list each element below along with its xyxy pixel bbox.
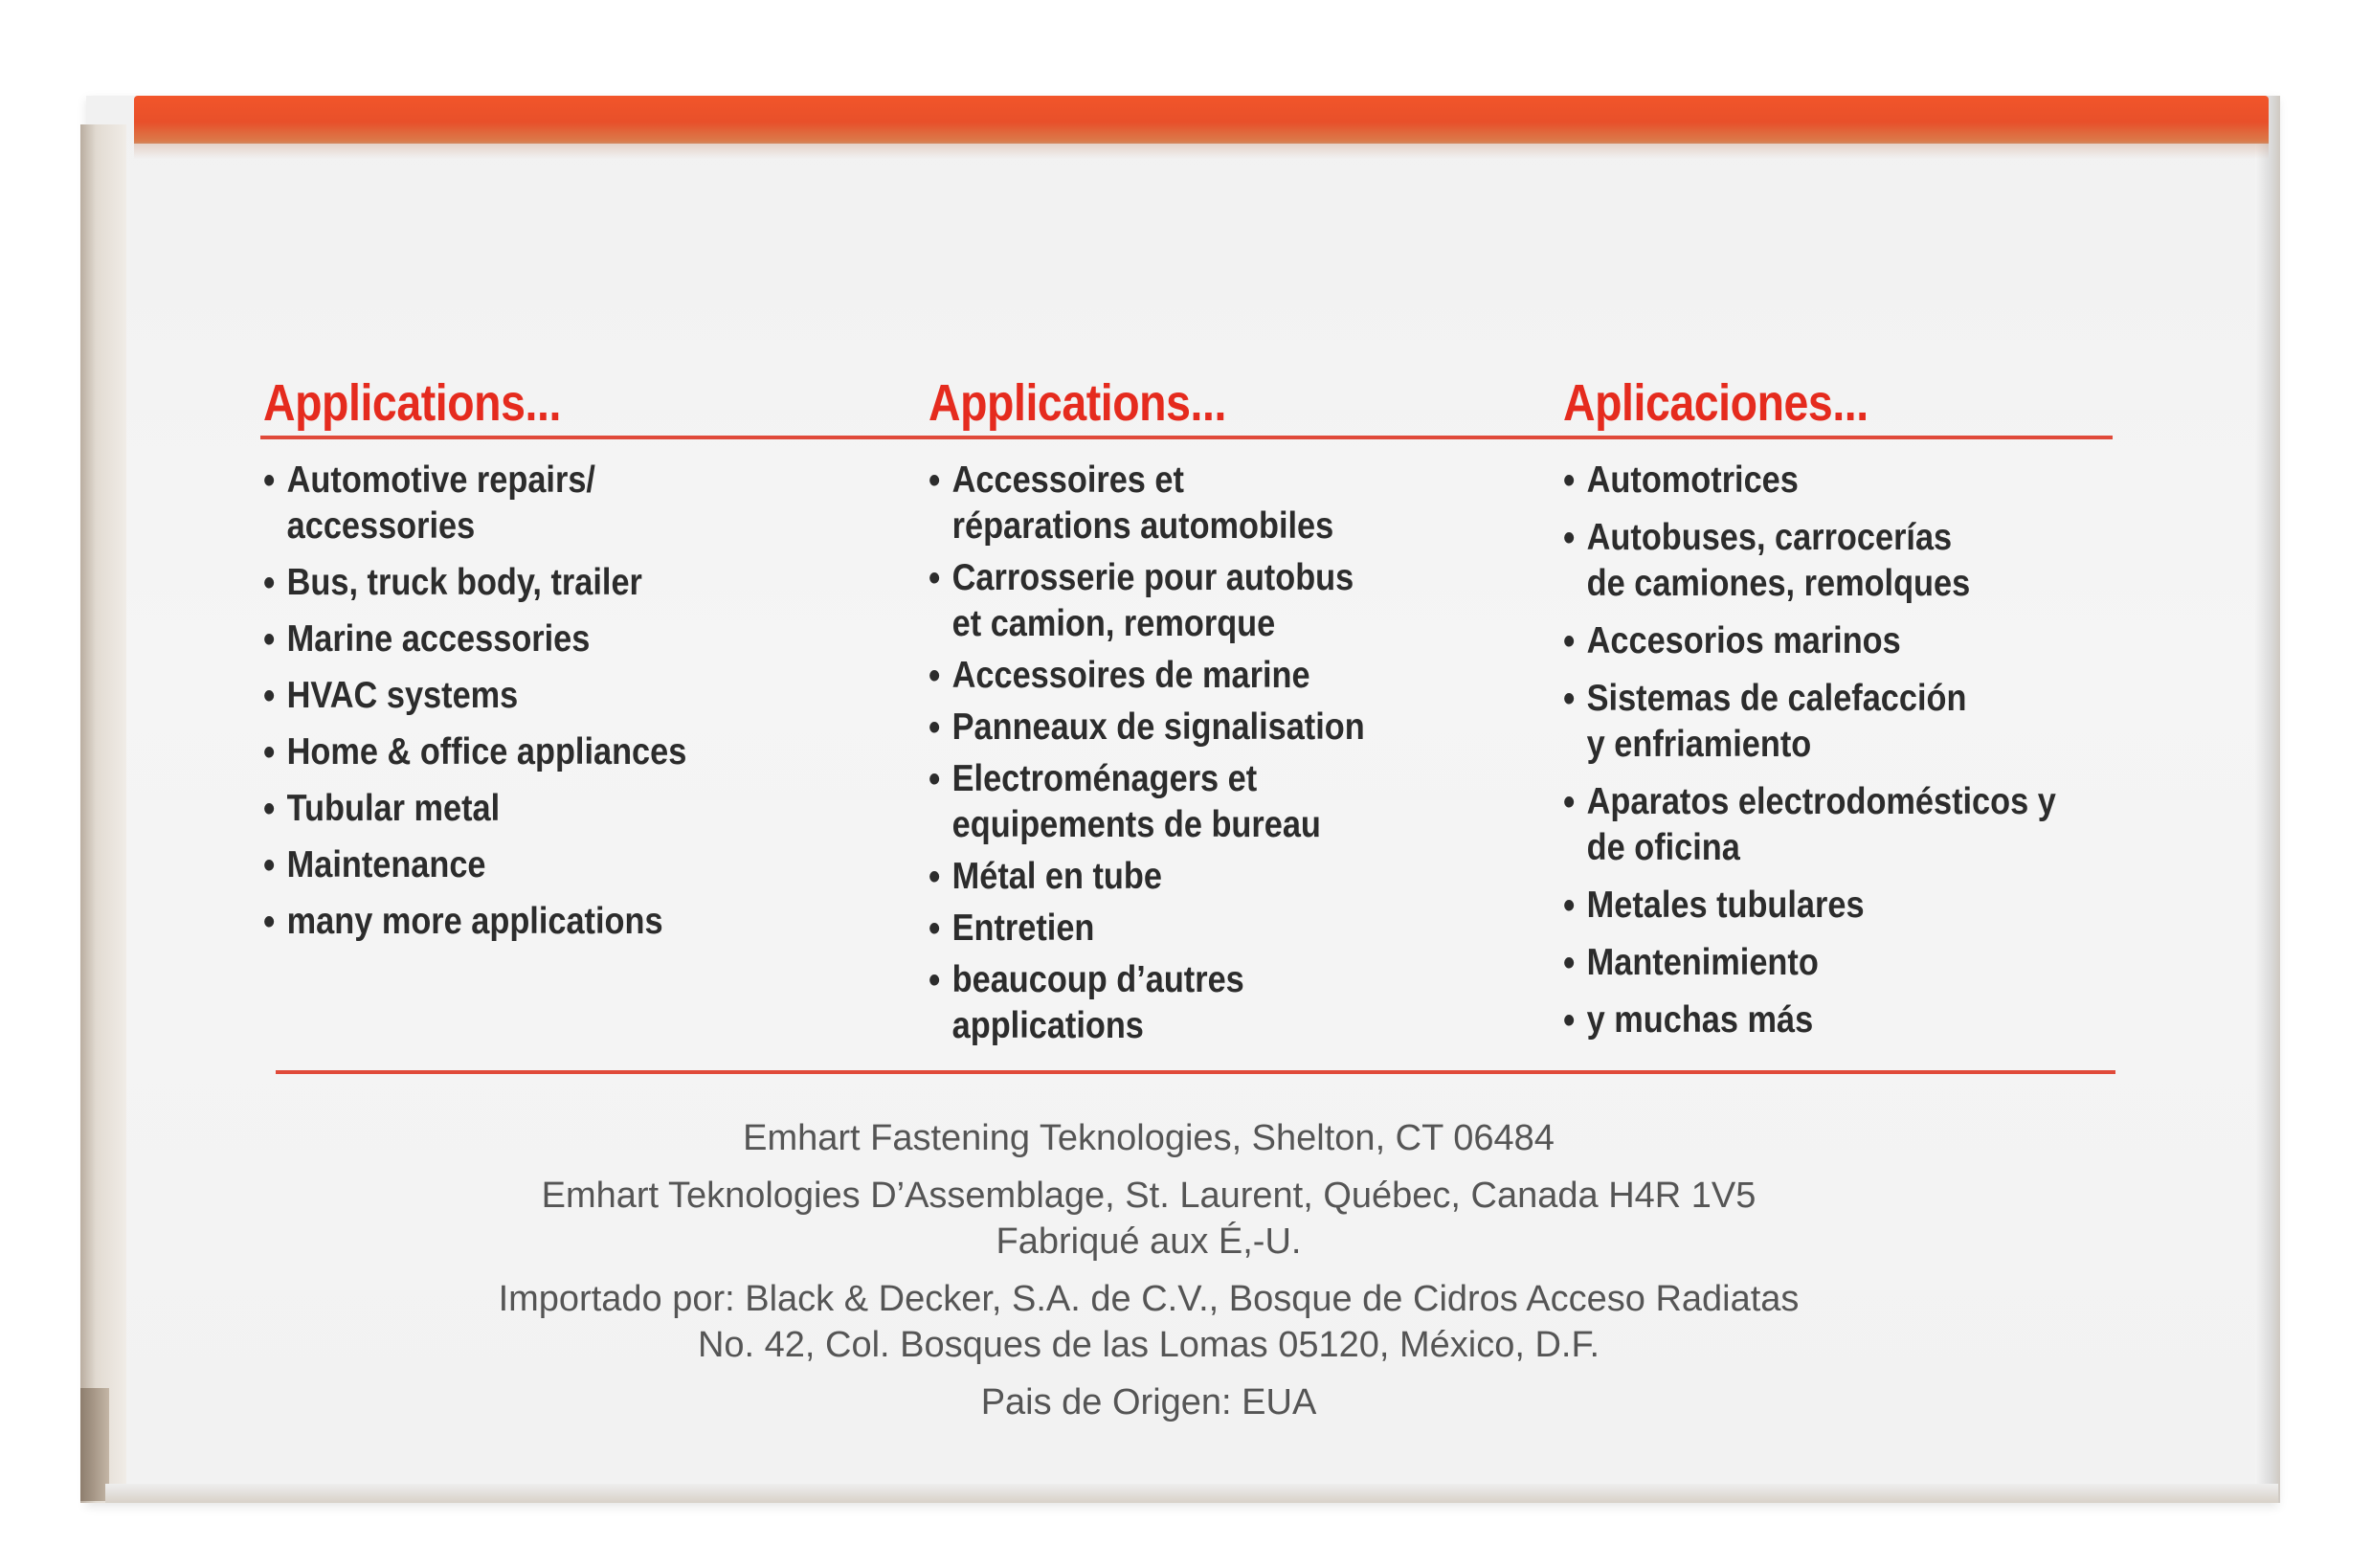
box-bottom-edge (105, 1484, 2278, 1503)
list-item: • Entretien (929, 906, 1501, 952)
list-item: • Aparatos electrodomésticos y de oficina (1563, 779, 2069, 871)
importer-address-line: No. 42, Col. Bosques de las Lomas 05120, México, D.F. (697, 1325, 1600, 1365)
box-right-edge (2255, 96, 2280, 1503)
english-column (263, 373, 914, 955)
list-item: • Home & office appliances (263, 729, 836, 775)
orange-top-stripe (134, 96, 2269, 144)
list-item: • Electroménagers et equipements de bureau (929, 756, 1501, 848)
french-column (929, 373, 1579, 1055)
list-item: • Carrosserie pour autobus et camion, remorque (929, 555, 1501, 647)
list-item: • beaucoup d’autres applications (929, 957, 1501, 1049)
list-item: • Panneaux de signalisation (929, 705, 1501, 750)
list-item: • Automotrices (1563, 458, 2069, 504)
list-item: • Marine accessories (263, 616, 836, 662)
french-heading: Applications... (929, 374, 1226, 432)
list-item: • Automotive repairs/ accessories (263, 458, 836, 549)
footer-divider (276, 1070, 2115, 1074)
list-item: • Autobuses, carrocerías de camiones, remolques (1563, 515, 2069, 607)
list-item: • Mantenimiento (1563, 940, 2069, 986)
address-line-canada: Emhart Teknologies D’Assemblage, St. Laurent, Québec, Canada H4R 1V5 (541, 1176, 1757, 1216)
spanish-column (1563, 373, 2137, 1055)
list-item: • HVAC systems (263, 673, 836, 719)
stripe-shadow (134, 142, 2269, 159)
box-left-edge (80, 124, 126, 1503)
list-item: • many more applications (263, 899, 836, 945)
importer-line: Importado por: Black & Decker, S.A. de C.V., Bosque de Cidros Acceso Radiatas (498, 1279, 1800, 1319)
list-item: • Metales tubulares (1563, 883, 2069, 929)
spanish-list (1563, 458, 2137, 1043)
list-item: • Accesorios marinos (1563, 618, 2069, 664)
spanish-heading: Aplicaciones... (1563, 374, 1869, 432)
list-item: • Accessoires et réparations automobiles (929, 458, 1501, 549)
list-item: • Maintenance (263, 842, 836, 888)
made-in-line: Fabriqué aux É,-U. (996, 1221, 1302, 1262)
list-item: • Accessoires de marine (929, 653, 1501, 699)
english-list (263, 458, 914, 945)
manufacturer-address (364, 1115, 1934, 1425)
list-item: • y muchas más (1563, 997, 2069, 1043)
list-item: • Métal en tube (929, 854, 1501, 900)
english-heading: Applications... (263, 374, 561, 432)
french-list (929, 458, 1579, 1049)
list-item: • Sistemas de calefacción y enfriamiento (1563, 676, 2069, 768)
list-item: • Tubular metal (263, 786, 836, 832)
country-of-origin: Pais de Origen: EUA (980, 1382, 1317, 1422)
address-line-us: Emhart Fastening Teknologies, Shelton, CT 06484 (743, 1118, 1555, 1158)
list-item: • Bus, truck body, trailer (263, 560, 836, 606)
